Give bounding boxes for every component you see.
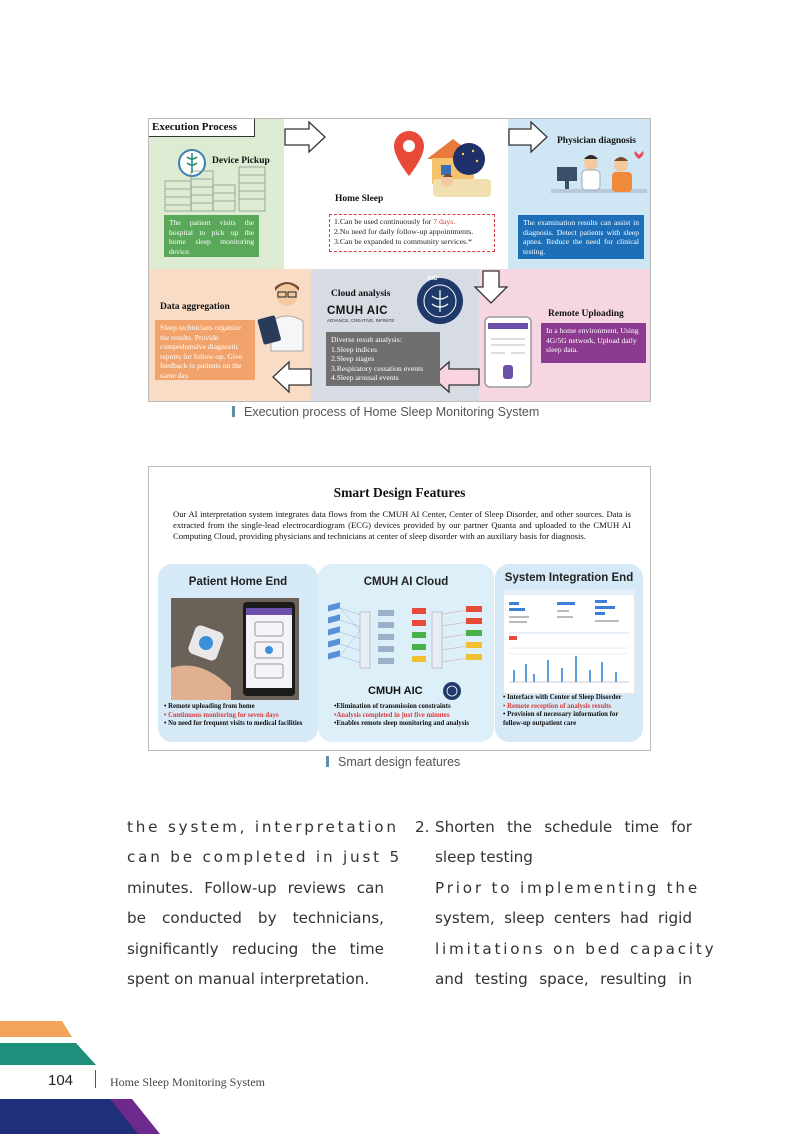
left-line: be conducted by technicians, <box>127 909 384 928</box>
execution-process-heading: Execution Process <box>149 119 255 137</box>
hospital-building-icon <box>159 147 279 213</box>
integration-bullet: • Remote reception of analysis results <box>503 702 612 710</box>
device-pickup-text: The patient visits the hospital to pick up the home sleep monitoring device. <box>164 215 259 257</box>
figure1-caption <box>232 405 539 419</box>
caption-marker-icon <box>232 406 235 417</box>
data-aggregation-text: Sleep technicians organize the results. Provide comprehensive diagnostic reports for follow-up. Give feedback to patients on the same day. <box>155 320 255 380</box>
right-line: system, sleep centers had rigid <box>435 909 692 928</box>
cmuh-aic-logo-2: CMUH AIC <box>368 685 423 697</box>
patch-device-photo-icon <box>171 598 299 700</box>
cloud-list-item: 2.Sleep stages <box>331 354 375 364</box>
caption-marker-icon <box>326 756 329 767</box>
smart-design-figure <box>148 466 651 751</box>
cloud-bullet: •Analysis completed in just five minutes <box>334 711 450 719</box>
technician-icon <box>257 279 311 353</box>
page-number: 104 <box>48 1072 74 1089</box>
integration-bullet: • Interface with Center of Sleep Disorder <box>503 694 622 701</box>
patient-bullet: • Remote uploading from home <box>164 703 255 710</box>
right-heading-number: 2. <box>415 818 430 836</box>
system-integration-end-title: System Integration End <box>504 572 634 584</box>
system-integration-end-panel <box>495 564 643 742</box>
patient-bullet: • No need for frequent visits to medical facilities <box>164 720 303 728</box>
footer-separator <box>95 1070 96 1088</box>
data-aggregation-title: Data aggregation <box>160 302 230 312</box>
cloud-list-item: 3.Respiratory cessation events <box>331 363 424 373</box>
smart-design-title: Smart Design Features <box>333 485 466 500</box>
cloud-list-item: 1.Sleep indices <box>331 344 377 354</box>
home-sleep-title: Home Sleep <box>335 194 384 204</box>
aic-seal-icon <box>415 276 465 326</box>
home-sleep-line1: 1.Can be used continuously for <box>334 217 434 226</box>
aic-seal-text: AIC <box>427 276 438 282</box>
neural-network-diagram-icon <box>326 598 488 680</box>
right-heading-line: sleep testing <box>435 848 533 867</box>
aic-seal-small-icon <box>442 681 462 701</box>
footer-title: Home Sleep Monitoring System <box>110 1075 265 1089</box>
patient-home-end-title: Patient Home End <box>188 576 288 588</box>
home-sleep-list <box>329 214 495 252</box>
home-sleep-7-days: 7 days. <box>433 217 456 226</box>
cmuh-aic-logo: CMUH AIC <box>327 305 389 317</box>
patient-home-end-panel <box>158 564 318 742</box>
patient-bullet: • Continuous monitoring for seven days <box>164 711 279 719</box>
physician-diagnosis-title: Physician diagnosis <box>557 136 636 146</box>
smartphone-icon <box>483 315 535 391</box>
right-heading-line: Shorten the schedule time for <box>435 818 692 836</box>
home-sleep-illustration-icon <box>387 127 497 201</box>
cmuh-ai-cloud-title: CMUH AI Cloud <box>363 576 449 588</box>
figure2-caption <box>326 755 460 769</box>
smart-design-intro: Our AI interpretation system integrates data flows from the CMUH AI Center, Center of Sleep Disorder, and other sources. Data is extracted from the single-lead electrocardiogram (ECG) devices provided by our partner Quanta and uploaded to the CMUH AI Computing Cloud, providing physicians and technicians at center of sleep disorder with an auxiliary basis for diagnosis. <box>173 509 631 542</box>
cloud-bullet: •Elimination of transmission constraints <box>334 703 451 710</box>
home-sleep-line3: 3.Can be expanded to community services.* <box>334 237 472 246</box>
right-line: and testing space, resulting in <box>435 970 692 989</box>
remote-uploading-title: Remote Uploading <box>548 309 624 319</box>
system-dashboard-screenshot-icon <box>503 590 635 694</box>
figure2-caption-text: Smart design features <box>338 755 461 769</box>
cloud-list-item: 4.Sleep arousal events <box>331 373 399 383</box>
left-column-text <box>127 812 403 994</box>
device-pickup-title: Device Pickup <box>212 156 270 166</box>
left-line: can be completed in just 5 <box>127 848 403 867</box>
left-line: the system, interpretation <box>127 818 399 836</box>
right-column-text <box>435 812 717 994</box>
cloud-analysis-title: Cloud analysis <box>331 289 391 299</box>
doctor-patient-icon <box>551 149 647 211</box>
right-line: limitations on bed capacity <box>435 939 717 958</box>
physician-diagnosis-text: The examination results can assist in diagnosis. Detect patients with sleep apnea. Reduce the need for clinical testing. <box>518 215 644 259</box>
remote-uploading-text: In a home environment, Using 4G/5G network, Upload daily sleep data. <box>541 323 646 363</box>
cmuh-aic-slogan: ADVANCE, CREATIVE, INFINITE <box>327 318 395 323</box>
left-line: significantly reducing the time <box>127 939 384 958</box>
execution-process-figure <box>148 118 651 402</box>
cmuh-ai-cloud-panel <box>318 564 494 742</box>
home-sleep-line2: 2.No need for daily follow-up appointments. <box>334 227 474 236</box>
figure1-caption-text: Execution process of Home Sleep Monitoring System <box>244 405 540 419</box>
cloud-analysis-list <box>326 332 440 386</box>
left-line: minutes. Follow-up reviews can <box>127 878 384 897</box>
cloud-list-title: Diverse result analysis: <box>331 335 402 344</box>
integration-bullet: • Provision of necessary information for follow-up outpatient care <box>503 711 619 727</box>
cloud-bullet: •Enables remote sleep monitoring and analysis <box>334 720 469 728</box>
right-line: Prior to implementing the <box>435 878 700 897</box>
left-line: spent on manual interpretation. <box>127 970 370 989</box>
